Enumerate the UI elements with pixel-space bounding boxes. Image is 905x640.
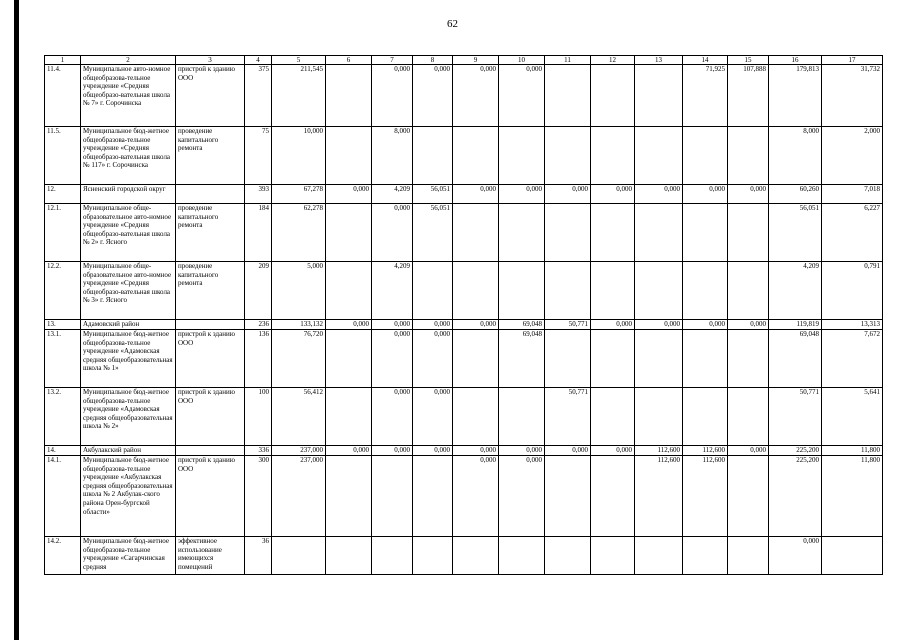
- row-number: 12.: [45, 185, 81, 204]
- column-header: 11: [545, 56, 591, 65]
- value-cell: 0,000: [499, 456, 545, 537]
- row-number: 14.1.: [45, 456, 81, 537]
- value-cell: [683, 537, 728, 575]
- value-cell: 237,000: [272, 456, 326, 537]
- institution-name: Муниципальное обще-образовательное авто-номное учреждение «Средняя общеобразо-вательная школа № 3» г. Ясного: [81, 262, 176, 320]
- column-header: 9: [453, 56, 499, 65]
- row-number: 12.1.: [45, 204, 81, 262]
- value-cell: [591, 330, 635, 388]
- value-cell: 69,048: [499, 330, 545, 388]
- column-header: 15: [728, 56, 769, 65]
- page-number: 62: [447, 18, 458, 30]
- value-cell: [728, 330, 769, 388]
- value-cell: [591, 65, 635, 127]
- value-cell: 60,260: [769, 185, 822, 204]
- value-cell: 0,000: [413, 388, 453, 446]
- row-number: 14.2.: [45, 537, 81, 575]
- value-cell: 0,000: [453, 65, 499, 127]
- value-cell: [591, 456, 635, 537]
- value-cell: [635, 127, 683, 185]
- value-cell: 375: [245, 65, 272, 127]
- value-cell: [372, 537, 413, 575]
- value-cell: 0,000: [499, 65, 545, 127]
- value-cell: 236: [245, 320, 272, 330]
- value-cell: 0,000: [453, 456, 499, 537]
- value-cell: [499, 388, 545, 446]
- value-cell: 0,000: [413, 65, 453, 127]
- value-cell: [545, 537, 591, 575]
- institution-name: Муниципальное бюд-жетное общеобразова-тельное учреждение «Средняя общеобразо-вательная школа № 117» г. Сорочинска: [81, 127, 176, 185]
- work-type: проведение капитального ремонта: [176, 127, 245, 185]
- value-cell: [326, 127, 372, 185]
- value-cell: 336: [245, 446, 272, 456]
- work-type: пристрой к зданию ООО: [176, 65, 245, 127]
- value-cell: [499, 127, 545, 185]
- value-cell: [413, 262, 453, 320]
- value-cell: 0,000: [683, 185, 728, 204]
- column-header: 17: [822, 56, 883, 65]
- work-type: [176, 446, 245, 456]
- value-cell: 0,000: [372, 388, 413, 446]
- value-cell: 0,000: [545, 446, 591, 456]
- value-cell: [453, 262, 499, 320]
- value-cell: 50,771: [545, 320, 591, 330]
- column-header: 16: [769, 56, 822, 65]
- institution-name: Акбулакский район: [81, 446, 176, 456]
- value-cell: 76,720: [272, 330, 326, 388]
- value-cell: 7,672: [822, 330, 883, 388]
- value-cell: 4,209: [372, 185, 413, 204]
- value-cell: 75: [245, 127, 272, 185]
- column-header: 1: [45, 56, 81, 65]
- value-cell: [499, 204, 545, 262]
- value-cell: 10,000: [272, 127, 326, 185]
- value-cell: 211,545: [272, 65, 326, 127]
- value-cell: [545, 262, 591, 320]
- value-cell: [635, 204, 683, 262]
- value-cell: 0,000: [413, 330, 453, 388]
- value-cell: 0,000: [326, 446, 372, 456]
- value-cell: 107,888: [728, 65, 769, 127]
- institution-name: Ясненский городской округ: [81, 185, 176, 204]
- institution-name: Муниципальное бюд-жетное общеобразова-тельное учреждение «Акбулакская средняя общеобразовательная школа № 2 Акбулак-ского района Орен-бургской области»: [81, 456, 176, 537]
- work-type: пристрой к зданию ООО: [176, 388, 245, 446]
- value-cell: 5,641: [822, 388, 883, 446]
- value-cell: [453, 127, 499, 185]
- value-cell: [728, 204, 769, 262]
- header-row: [45, 56, 883, 65]
- value-cell: 0,000: [372, 204, 413, 262]
- value-cell: 11,800: [822, 456, 883, 537]
- table-row: [45, 388, 883, 446]
- value-cell: 0,000: [545, 185, 591, 204]
- table-row: [45, 320, 883, 330]
- institution-name: Муниципальное бюд-жетное общеобразова-тельное учреждение «Сагарчинская средняя: [81, 537, 176, 575]
- value-cell: [683, 127, 728, 185]
- value-cell: [545, 330, 591, 388]
- value-cell: 300: [245, 456, 272, 537]
- value-cell: [499, 262, 545, 320]
- table-row: [45, 185, 883, 204]
- value-cell: 0,000: [635, 320, 683, 330]
- value-cell: 56,051: [769, 204, 822, 262]
- value-cell: [545, 65, 591, 127]
- work-type: [176, 185, 245, 204]
- value-cell: 0,000: [413, 320, 453, 330]
- value-cell: 4,209: [372, 262, 413, 320]
- institution-name: Муниципальное бюд-жетное общеобразова-тельное учреждение «Адамовская средняя общеобразовательная школа № 2»: [81, 388, 176, 446]
- value-cell: [453, 388, 499, 446]
- value-cell: 36: [245, 537, 272, 575]
- value-cell: [591, 537, 635, 575]
- value-cell: 0,000: [372, 320, 413, 330]
- value-cell: 0,791: [822, 262, 883, 320]
- value-cell: 2,000: [822, 127, 883, 185]
- table-row: [45, 127, 883, 185]
- value-cell: [499, 537, 545, 575]
- value-cell: [591, 388, 635, 446]
- value-cell: 0,000: [683, 320, 728, 330]
- value-cell: 11,800: [822, 446, 883, 456]
- value-cell: [545, 127, 591, 185]
- value-cell: [372, 456, 413, 537]
- value-cell: 0,000: [591, 446, 635, 456]
- value-cell: 8,000: [769, 127, 822, 185]
- value-cell: 13,313: [822, 320, 883, 330]
- value-cell: [683, 330, 728, 388]
- scan-edge-bar: [14, 0, 19, 640]
- value-cell: 184: [245, 204, 272, 262]
- value-cell: [591, 127, 635, 185]
- value-cell: [326, 262, 372, 320]
- value-cell: [635, 262, 683, 320]
- work-type: [176, 320, 245, 330]
- value-cell: [326, 456, 372, 537]
- work-type: проведение капитального ремонта: [176, 262, 245, 320]
- value-cell: 136: [245, 330, 272, 388]
- institution-name: Муниципальное обще-образовательное авто-номное учреждение «Средняя общеобразо-вательная школа № 2» г. Ясного: [81, 204, 176, 262]
- data-table: [44, 55, 883, 575]
- value-cell: 0,000: [728, 320, 769, 330]
- work-type: пристрой к зданию ООО: [176, 456, 245, 537]
- value-cell: 112,600: [683, 446, 728, 456]
- row-number: 14.: [45, 446, 81, 456]
- value-cell: 67,278: [272, 185, 326, 204]
- table-row: [45, 456, 883, 537]
- work-type: эффективное использование имеющихся помещений: [176, 537, 245, 575]
- value-cell: 5,000: [272, 262, 326, 320]
- column-header: 5: [272, 56, 326, 65]
- value-cell: 112,600: [683, 456, 728, 537]
- value-cell: 119,819: [769, 320, 822, 330]
- value-cell: [822, 537, 883, 575]
- value-cell: [635, 330, 683, 388]
- value-cell: 0,000: [591, 185, 635, 204]
- value-cell: [728, 456, 769, 537]
- value-cell: 100: [245, 388, 272, 446]
- value-cell: 56,412: [272, 388, 326, 446]
- column-header: 8: [413, 56, 453, 65]
- table-row: [45, 204, 883, 262]
- row-number: 13.1.: [45, 330, 81, 388]
- value-cell: [683, 204, 728, 262]
- value-cell: 69,048: [769, 330, 822, 388]
- value-cell: [591, 262, 635, 320]
- value-cell: 0,000: [453, 185, 499, 204]
- value-cell: 209: [245, 262, 272, 320]
- table-row: [45, 446, 883, 456]
- value-cell: 62,278: [272, 204, 326, 262]
- table-row: [45, 262, 883, 320]
- value-cell: 0,000: [453, 446, 499, 456]
- value-cell: 56,051: [413, 185, 453, 204]
- value-cell: 69,048: [499, 320, 545, 330]
- value-cell: 225,200: [769, 446, 822, 456]
- value-cell: 0,000: [499, 185, 545, 204]
- value-cell: 50,771: [769, 388, 822, 446]
- value-cell: 0,000: [591, 320, 635, 330]
- value-cell: [413, 537, 453, 575]
- value-cell: [635, 388, 683, 446]
- work-type: проведение капитального ремонта: [176, 204, 245, 262]
- column-header: 2: [81, 56, 176, 65]
- value-cell: 0,000: [372, 446, 413, 456]
- column-header: 4: [245, 56, 272, 65]
- value-cell: 0,000: [635, 185, 683, 204]
- value-cell: [326, 330, 372, 388]
- institution-name: Адамовский район: [81, 320, 176, 330]
- column-header: 12: [591, 56, 635, 65]
- institution-name: Муниципальное авто-номное общеобразова-тельное учреждение «Средняя общеобразо-вательная школа № 7» г. Сорочинска: [81, 65, 176, 127]
- value-cell: [683, 388, 728, 446]
- value-cell: [728, 537, 769, 575]
- value-cell: [413, 127, 453, 185]
- value-cell: 0,000: [326, 320, 372, 330]
- value-cell: 0,000: [413, 446, 453, 456]
- column-header: 14: [683, 56, 728, 65]
- row-number: 12.2.: [45, 262, 81, 320]
- value-cell: 237,000: [272, 446, 326, 456]
- table-row: [45, 330, 883, 388]
- value-cell: [272, 537, 326, 575]
- row-number: 13.2.: [45, 388, 81, 446]
- value-cell: [326, 204, 372, 262]
- value-cell: 50,771: [545, 388, 591, 446]
- value-cell: [591, 204, 635, 262]
- value-cell: 0,000: [372, 65, 413, 127]
- value-cell: 112,600: [635, 456, 683, 537]
- row-number: 11.5.: [45, 127, 81, 185]
- value-cell: 0,000: [372, 330, 413, 388]
- value-cell: 0,000: [728, 446, 769, 456]
- row-number: 13.: [45, 320, 81, 330]
- value-cell: [683, 262, 728, 320]
- value-cell: 0,000: [326, 185, 372, 204]
- column-header: 7: [372, 56, 413, 65]
- value-cell: 4,209: [769, 262, 822, 320]
- value-cell: 112,600: [635, 446, 683, 456]
- column-header: 13: [635, 56, 683, 65]
- value-cell: [728, 262, 769, 320]
- table-row: [45, 537, 883, 575]
- value-cell: [728, 388, 769, 446]
- value-cell: [326, 388, 372, 446]
- value-cell: [453, 330, 499, 388]
- column-header: 6: [326, 56, 372, 65]
- value-cell: 133,132: [272, 320, 326, 330]
- column-header: 3: [176, 56, 245, 65]
- column-header: 10: [499, 56, 545, 65]
- value-cell: 225,200: [769, 456, 822, 537]
- row-number: 11.4.: [45, 65, 81, 127]
- value-cell: [453, 537, 499, 575]
- value-cell: [326, 537, 372, 575]
- value-cell: [635, 65, 683, 127]
- value-cell: [728, 127, 769, 185]
- value-cell: 7,018: [822, 185, 883, 204]
- institution-name: Муниципальное бюд-жетное общеобразова-тельное учреждение «Адамовская средняя общеобразовательная школа № 1»: [81, 330, 176, 388]
- value-cell: 0,000: [453, 320, 499, 330]
- value-cell: 56,051: [413, 204, 453, 262]
- value-cell: [545, 204, 591, 262]
- value-cell: [326, 65, 372, 127]
- value-cell: 0,000: [728, 185, 769, 204]
- value-cell: 393: [245, 185, 272, 204]
- value-cell: [545, 456, 591, 537]
- value-cell: 71,925: [683, 65, 728, 127]
- value-cell: 0,000: [769, 537, 822, 575]
- value-cell: 6,227: [822, 204, 883, 262]
- value-cell: [413, 456, 453, 537]
- value-cell: [635, 537, 683, 575]
- value-cell: 179,813: [769, 65, 822, 127]
- work-type: пристрой к зданию ООО: [176, 330, 245, 388]
- value-cell: [453, 204, 499, 262]
- value-cell: 0,000: [499, 446, 545, 456]
- value-cell: 31,732: [822, 65, 883, 127]
- value-cell: 8,000: [372, 127, 413, 185]
- table-row: [45, 65, 883, 127]
